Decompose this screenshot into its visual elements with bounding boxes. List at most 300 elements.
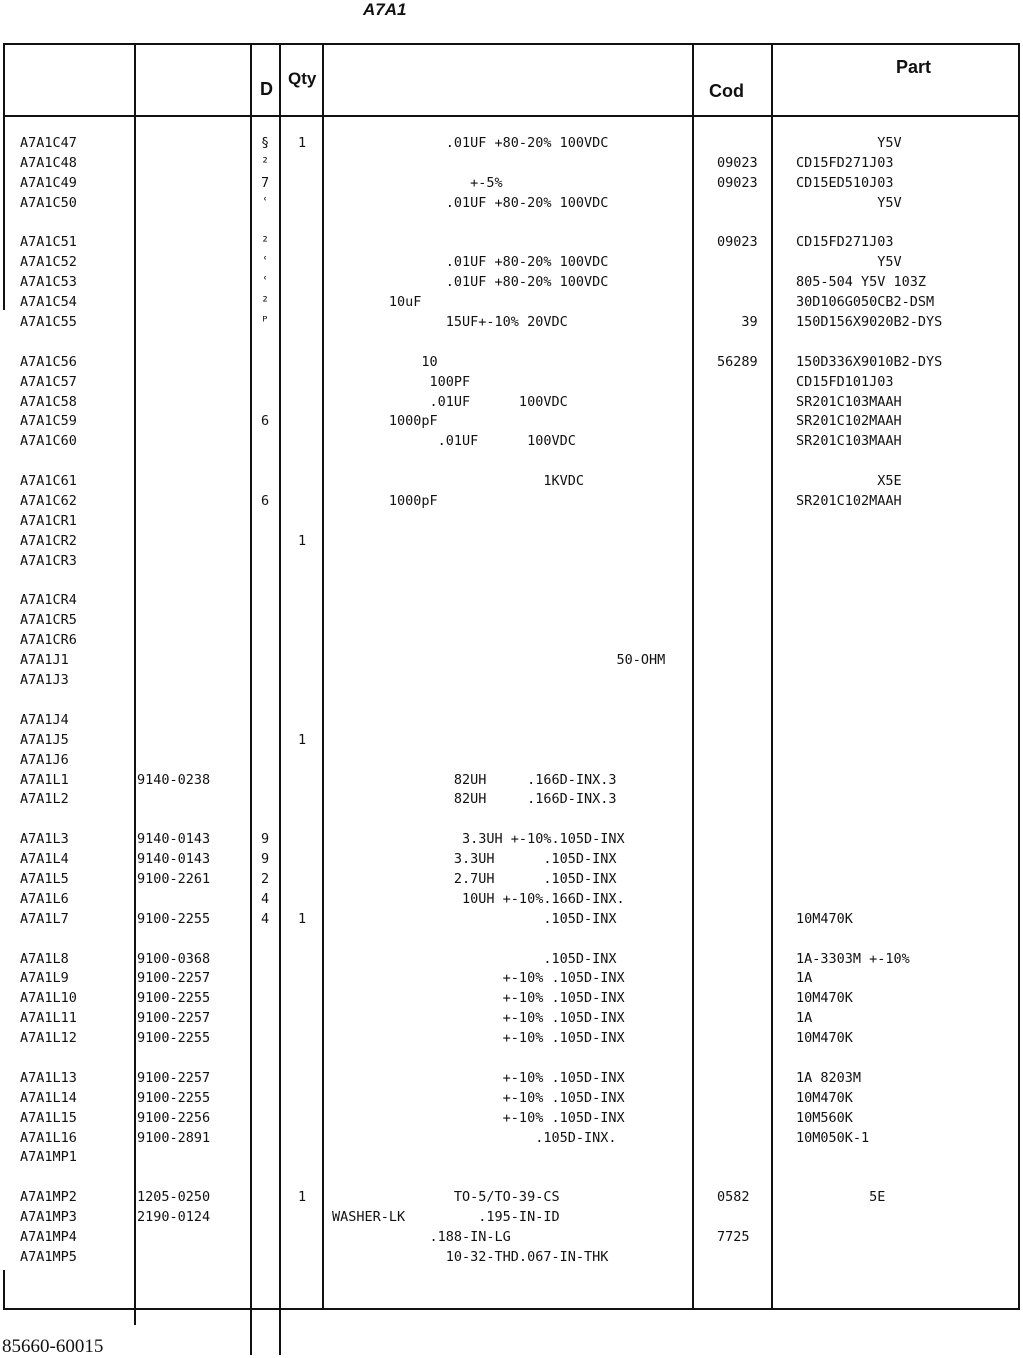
ref-cell: A7A1L11	[20, 1010, 77, 1027]
mfr-code-column	[717, 134, 758, 1268]
part-number-cell	[137, 233, 210, 253]
qty-cell	[298, 1069, 306, 1089]
mfr-part-number-cell	[796, 731, 942, 751]
ref-cell	[20, 214, 77, 234]
check-digit-cell	[261, 1009, 269, 1029]
qty-cell	[298, 313, 306, 333]
description-cell: .01UF +80-20% 100VDC	[332, 274, 609, 291]
mfr-part-number-cell	[796, 1049, 942, 1069]
ref-cell: A7A1L5	[20, 870, 69, 887]
mfr-part-number-cell: 150D336X9010B2-DYS	[796, 353, 943, 370]
mfr-code-cell	[717, 293, 758, 313]
ref-cell: A7A1L9	[20, 970, 69, 987]
part-number-cell	[137, 930, 210, 950]
check-digit-cell	[261, 432, 269, 452]
part-number-cell: 9140-0143	[137, 851, 211, 868]
qty-cell	[298, 353, 306, 373]
description-cell	[332, 1168, 665, 1188]
qty-cell: 1	[298, 910, 307, 927]
mfr-code-cell	[717, 591, 758, 611]
part-number-cell	[137, 671, 210, 691]
part-number-cell: 9100-0368	[137, 950, 211, 967]
description-cell: .105D-INX	[332, 950, 617, 967]
part-number-cell: 9140-0143	[137, 831, 211, 848]
mfr-code-cell: 09023	[717, 154, 758, 171]
mfr-code-cell	[717, 373, 758, 393]
part-number-cell	[137, 591, 210, 611]
mfr-part-number-cell	[796, 870, 942, 890]
part-number-cell: 9100-2255	[137, 910, 211, 927]
part-number-cell: 9100-2261	[137, 870, 211, 887]
mfr-part-number-cell	[796, 711, 942, 731]
mfr-part-number-cell: CD15FD271J03	[796, 154, 894, 171]
mfr-code-cell	[717, 214, 758, 234]
description-cell: +-10% .105D-INX	[332, 1030, 625, 1047]
check-digit-cell	[261, 1109, 269, 1129]
qty-cell	[298, 691, 306, 711]
check-digit-cell: 7	[261, 174, 270, 191]
part-number-cell	[137, 472, 210, 492]
mfr-code-cell	[717, 850, 758, 870]
qty-cell	[298, 711, 306, 731]
check-digit-cell: ʿ	[261, 194, 270, 211]
qty-cell	[298, 1109, 306, 1129]
mfr-code-cell	[717, 134, 758, 154]
check-digit-cell	[261, 631, 269, 651]
mfr-part-number-cell	[796, 691, 942, 711]
page-title: A7A1	[363, 0, 407, 19]
ref-cell: A7A1MP1	[20, 1149, 77, 1166]
qty-cell	[298, 1168, 306, 1188]
ref-cell: A7A1C55	[20, 314, 77, 331]
check-digit-cell	[261, 651, 269, 671]
check-digit-cell	[261, 751, 269, 771]
part-number-cell	[137, 711, 210, 731]
mfr-code-cell	[717, 771, 758, 791]
qty-cell: 1	[298, 135, 307, 151]
mfr-code-cell	[717, 950, 758, 970]
ref-cell: A7A1J5	[20, 731, 69, 748]
mfr-code-cell	[717, 1168, 758, 1188]
mfr-part-number-cell: 10M050K-1	[796, 1129, 870, 1146]
check-digit-cell	[261, 1228, 269, 1248]
description-cell	[332, 930, 665, 950]
ref-cell: A7A1CR6	[20, 632, 77, 649]
mfr-part-number-cell	[796, 1168, 942, 1188]
mfr-code-cell	[717, 611, 758, 631]
mfr-code-cell	[717, 412, 758, 432]
mfr-code-cell: 0582	[717, 1189, 750, 1206]
col-divider-d	[279, 43, 281, 1355]
part-number-cell	[137, 1228, 210, 1248]
qty-cell	[298, 810, 306, 830]
ref-cell: A7A1C62	[20, 493, 77, 510]
qty-cell	[298, 393, 306, 413]
check-digit-cell	[261, 671, 269, 691]
mfr-part-number-cell	[796, 532, 942, 552]
qty-cell	[298, 412, 306, 432]
qty-cell: 1	[298, 1189, 307, 1206]
description-cell	[332, 214, 665, 234]
check-digit-cell	[261, 532, 269, 552]
part-number-cell	[137, 353, 210, 373]
qty-cell	[298, 214, 306, 234]
qty-cell: 1	[298, 731, 307, 748]
ref-cell: A7A1L6	[20, 890, 69, 907]
mfr-code-cell	[717, 751, 758, 771]
part-number-cell	[137, 572, 210, 592]
mfr-code-cell: 09023	[717, 234, 758, 251]
header-d: D	[260, 79, 273, 99]
mfr-code-cell	[717, 1208, 758, 1228]
check-digit-cell	[261, 1248, 269, 1268]
ref-cell: A7A1L7	[20, 910, 69, 927]
part-number-cell: 1205-0250	[137, 1189, 211, 1206]
part-number-cell	[137, 731, 210, 751]
ref-cell: A7A1CR5	[20, 612, 77, 629]
mfr-part-number-cell	[796, 771, 942, 791]
qty-cell	[298, 651, 306, 671]
col-divider-desc	[692, 43, 694, 1310]
ref-cell: A7A1CR4	[20, 592, 77, 609]
qty-cell	[298, 850, 306, 870]
part-number-cell	[137, 1168, 210, 1188]
part-number-cell	[137, 174, 210, 194]
qty-cell	[298, 452, 306, 472]
part-number-cell	[137, 1148, 210, 1168]
mfr-part-number-cell: 150D156X9020B2-DYS	[796, 314, 943, 331]
qty-cell	[298, 194, 306, 214]
check-digit-cell	[261, 969, 269, 989]
mfr-code-cell	[717, 512, 758, 532]
qty-cell	[298, 1029, 306, 1049]
ref-cell	[20, 452, 77, 472]
ref-cell: A7A1J4	[20, 711, 69, 728]
mfr-part-number-cell	[796, 751, 942, 771]
description-cell: 1000pF	[332, 413, 438, 430]
description-cell	[332, 233, 665, 253]
qty-cell	[298, 751, 306, 771]
mfr-code-cell: 09023	[717, 174, 758, 191]
part-number-cell	[137, 253, 210, 273]
part-number-cell	[137, 751, 210, 771]
qty-cell	[298, 1009, 306, 1029]
col-divider-pn	[250, 43, 252, 1355]
mfr-part-number-cell	[796, 333, 942, 353]
check-digit-cell	[261, 1188, 269, 1208]
check-digit-cell	[261, 790, 269, 810]
part-number-cell: 9100-2255	[137, 990, 211, 1007]
mfr-part-number-cell	[796, 1228, 942, 1248]
mfr-part-number-cell	[796, 930, 942, 950]
part-number-cell	[137, 194, 210, 214]
description-cell: +-10% .105D-INX	[332, 1010, 625, 1027]
part-number-cell	[137, 373, 210, 393]
part-number-cell	[137, 432, 210, 452]
part-number-cell	[137, 1248, 210, 1268]
description-column	[332, 134, 665, 1268]
check-digit-cell	[261, 214, 269, 234]
ref-cell	[20, 810, 77, 830]
description-cell	[332, 591, 665, 611]
qty-cell	[298, 611, 306, 631]
ref-cell: A7A1J6	[20, 751, 69, 768]
description-cell: +-10% .105D-INX	[332, 1089, 625, 1106]
mfr-code-cell: 7725	[717, 1228, 750, 1245]
mfr-code-cell	[717, 1129, 758, 1149]
description-cell: 100PF	[332, 373, 471, 390]
mfr-code-cell	[717, 1009, 758, 1029]
part-number-cell: 9100-2257	[137, 1069, 211, 1086]
mfr-code-cell	[717, 532, 758, 552]
mfr-code-cell	[717, 830, 758, 850]
mfr-code-cell	[717, 552, 758, 572]
mfr-part-number-cell: SR201C103MAAH	[796, 433, 902, 450]
description-cell: +-10% .105D-INX	[332, 970, 625, 987]
description-cell	[332, 1049, 665, 1069]
ref-cell: A7A1C49	[20, 174, 77, 191]
check-digit-cell: ᴾ	[261, 314, 270, 331]
mfr-part-number-cell: 10M470K	[796, 1089, 853, 1106]
description-cell	[332, 671, 665, 691]
qty-cell	[298, 989, 306, 1009]
description-cell: +-5%	[332, 174, 503, 191]
check-digit-cell	[261, 930, 269, 950]
table-bottom-border	[3, 1308, 1020, 1310]
check-digit-cell: ʿ	[261, 274, 270, 291]
qty-cell	[298, 969, 306, 989]
check-digit-cell	[261, 472, 269, 492]
part-number-cell	[137, 691, 210, 711]
description-cell: 15UF+-10% 20VDC	[332, 314, 568, 331]
mfr-code-cell	[717, 1109, 758, 1129]
mfr-part-number-cell	[796, 214, 942, 234]
qty-cell	[298, 1208, 306, 1228]
qty-cell	[298, 1148, 306, 1168]
ref-cell: A7A1L8	[20, 950, 69, 967]
ref-cell: A7A1C58	[20, 393, 77, 410]
ref-cell	[20, 1168, 77, 1188]
part-number-cell	[137, 611, 210, 631]
qty-cell	[298, 930, 306, 950]
ref-cell: A7A1MP4	[20, 1228, 77, 1245]
mfr-part-number-cell: CD15ED510J03	[796, 174, 894, 191]
ref-cell: A7A1CR2	[20, 532, 77, 549]
qty-cell	[298, 771, 306, 791]
ref-cell: A7A1L4	[20, 851, 69, 868]
ref-cell: A7A1CR3	[20, 552, 77, 569]
description-cell	[332, 572, 665, 592]
document-number: 85660-60015	[2, 1336, 104, 1357]
description-cell: TO-5/TO-39-CS	[332, 1189, 560, 1206]
col-divider-ref	[134, 43, 136, 1325]
qty-cell	[298, 790, 306, 810]
part-number-cell	[137, 393, 210, 413]
description-cell: 1KVDC	[332, 473, 584, 490]
mfr-part-number-cell	[796, 452, 942, 472]
ref-cell: A7A1CR1	[20, 512, 77, 529]
ref-cell: A7A1C51	[20, 234, 77, 251]
part-number-cell: 9100-2891	[137, 1129, 211, 1146]
ref-cell: A7A1C53	[20, 274, 77, 291]
qty-cell	[298, 950, 306, 970]
mfr-code-cell	[717, 432, 758, 452]
part-number-cell: 9100-2256	[137, 1109, 211, 1126]
part-number-cell: 2190-0124	[137, 1209, 211, 1226]
mfr-part-number-cell	[796, 591, 942, 611]
ref-cell: A7A1C56	[20, 353, 77, 370]
ref-cell: A7A1C59	[20, 413, 77, 430]
check-digit-cell	[261, 1208, 269, 1228]
part-number-cell: 9100-2255	[137, 1030, 211, 1047]
check-digit-cell: ²	[261, 294, 270, 311]
part-number-cell: 9140-0238	[137, 771, 211, 788]
check-digit-cell: 9	[261, 831, 270, 848]
description-cell	[332, 333, 665, 353]
description-cell: .01UF +80-20% 100VDC	[332, 254, 609, 271]
ref-cell: A7A1C54	[20, 294, 77, 311]
mfr-part-number-cell: 10M470K	[796, 990, 853, 1007]
check-digit-cell: 9	[261, 851, 270, 868]
mfr-part-number-cell: 10M470K	[796, 1030, 853, 1047]
description-cell	[332, 810, 665, 830]
qty-cell	[298, 233, 306, 253]
qty-cell	[298, 472, 306, 492]
part-number-column	[137, 134, 210, 1268]
mfr-part-number-cell	[796, 850, 942, 870]
description-cell	[332, 552, 665, 572]
check-digit-cell	[261, 950, 269, 970]
mfr-code-cell	[717, 1069, 758, 1089]
part-number-cell	[137, 890, 210, 910]
part-number-cell	[137, 293, 210, 313]
table-top-border	[3, 43, 1020, 45]
mfr-code-cell	[717, 452, 758, 472]
ref-cell: A7A1C48	[20, 154, 77, 171]
qty-cell	[298, 671, 306, 691]
mfr-part-number-cell	[796, 790, 942, 810]
description-cell: .105D-INX	[332, 910, 617, 927]
mfr-code-cell	[717, 711, 758, 731]
qty-cell	[298, 591, 306, 611]
description-cell: 82UH .166D-INX.3	[332, 791, 617, 808]
part-number-cell: 9100-2255	[137, 1089, 211, 1106]
qty-cell	[298, 890, 306, 910]
check-digit-cell	[261, 1129, 269, 1149]
qty-cell	[298, 870, 306, 890]
mfr-code-cell	[717, 731, 758, 751]
qty-cell	[298, 1248, 306, 1268]
description-cell: .01UF 100VDC	[332, 393, 568, 410]
qty-cell	[298, 1129, 306, 1149]
mfr-code-cell: 39	[717, 314, 758, 331]
mfr-part-number-column	[796, 134, 942, 1268]
mfr-part-number-cell: 5E	[796, 1189, 886, 1206]
description-cell	[332, 452, 665, 472]
check-digit-cell	[261, 611, 269, 631]
description-cell: 10UH +-10%.166D-INX.	[332, 890, 625, 907]
qty-cell	[298, 154, 306, 174]
left-border-lower	[3, 1270, 5, 1310]
description-cell: 82UH .166D-INX.3	[332, 771, 617, 788]
part-number-cell	[137, 412, 210, 432]
description-cell: .01UF 100VDC	[332, 433, 576, 450]
check-digit-cell	[261, 1049, 269, 1069]
check-digit-cell	[261, 512, 269, 532]
mfr-part-number-cell	[796, 1208, 942, 1228]
ref-cell	[20, 333, 77, 353]
check-digit-cell: ʿ	[261, 254, 270, 271]
description-cell	[332, 691, 665, 711]
mfr-part-number-cell	[796, 512, 942, 532]
check-digit-cell	[261, 452, 269, 472]
mfr-part-number-cell: 805-504 Y5V 103Z	[796, 274, 927, 291]
qty-cell	[298, 293, 306, 313]
description-cell: 3.3UH .105D-INX	[332, 851, 617, 868]
ref-cell: A7A1MP3	[20, 1209, 77, 1226]
check-digit-cell	[261, 1029, 269, 1049]
check-digit-cell	[261, 591, 269, 611]
description-cell	[332, 512, 665, 532]
mfr-part-number-cell: CD15FD101J03	[796, 373, 894, 390]
description-cell: 50-OHM	[332, 652, 666, 669]
mfr-code-cell	[717, 810, 758, 830]
description-cell	[332, 751, 665, 771]
qty-cell	[298, 273, 306, 293]
mfr-code-cell	[717, 1049, 758, 1069]
ref-cell: A7A1L12	[20, 1030, 77, 1047]
description-cell: .01UF +80-20% 100VDC	[332, 194, 609, 211]
qty-cell	[298, 492, 306, 512]
mfr-part-number-cell	[796, 810, 942, 830]
qty-cell	[298, 333, 306, 353]
mfr-part-number-cell	[796, 651, 942, 671]
mfr-part-number-cell: 1A	[796, 1010, 813, 1027]
qty-column	[298, 134, 306, 1268]
check-digit-cell	[261, 572, 269, 592]
mfr-code-cell	[717, 492, 758, 512]
mfr-part-number-cell: X5E	[796, 473, 902, 490]
mfr-part-number-cell: 1A	[796, 970, 813, 987]
description-cell	[332, 711, 665, 731]
part-number-cell	[137, 512, 210, 532]
mfr-code-cell	[717, 1248, 758, 1268]
check-digit-cell	[261, 333, 269, 353]
mfr-code-cell	[717, 273, 758, 293]
mfr-part-number-cell	[796, 572, 942, 592]
mfr-part-number-cell: SR201C103MAAH	[796, 393, 902, 410]
check-digit-cell: ²	[261, 234, 270, 251]
check-digit-cell	[261, 810, 269, 830]
ref-cell	[20, 930, 77, 950]
qty-cell	[298, 631, 306, 651]
mfr-code-cell	[717, 631, 758, 651]
header-part: Part	[896, 57, 932, 77]
ref-cell: A7A1C50	[20, 194, 77, 211]
qty-cell	[298, 830, 306, 850]
mfr-code-cell	[717, 969, 758, 989]
ref-cell: A7A1C60	[20, 433, 77, 450]
ref-cell: A7A1C61	[20, 473, 77, 490]
check-digit-cell	[261, 1148, 269, 1168]
mfr-part-number-cell	[796, 890, 942, 910]
part-number-cell	[137, 810, 210, 830]
right-border	[1018, 43, 1020, 1310]
check-digit-cell: 4	[261, 910, 270, 927]
mfr-part-number-cell: 1A 8203M	[796, 1069, 862, 1086]
mfr-code-cell	[717, 651, 758, 671]
ref-cell: A7A1L14	[20, 1089, 77, 1106]
